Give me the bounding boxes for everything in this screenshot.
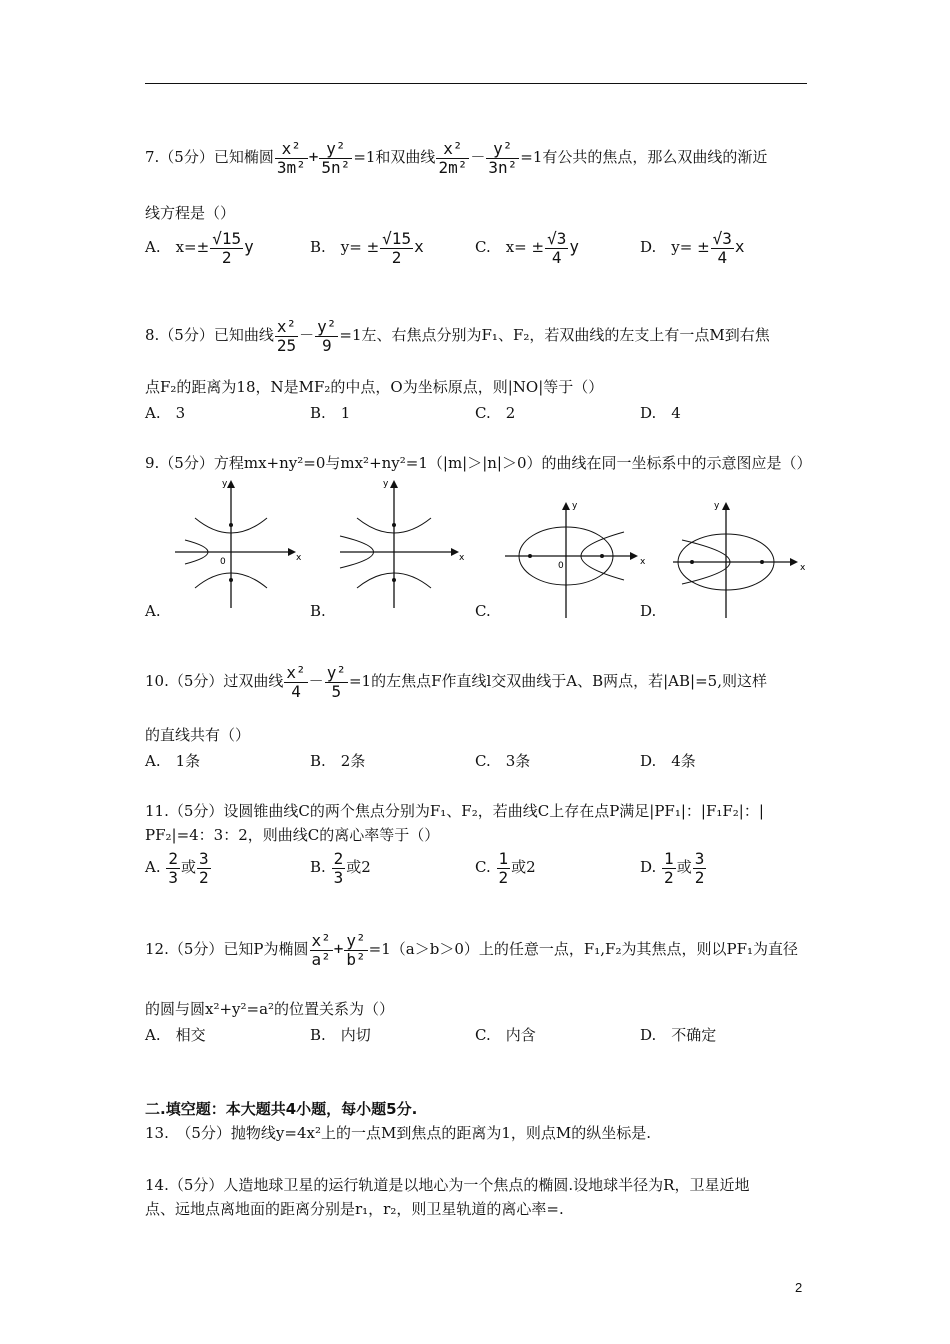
q7-fraction-4: $\frac{\text{y²}}{\text{3n²}}$ [488,139,518,177]
svg-text:x: x [800,563,806,573]
q7-option-a: A. x=± $\frac{√15}{2}$ y [145,229,254,267]
header-rule [145,83,807,84]
q7-fraction-1: $\frac{\text{x²}}{\text{3m²}}$ [276,139,306,177]
q9-figure-a [170,470,310,610]
q12-option-a: A. 相交 [145,1026,206,1044]
q10-fraction-2: $\frac{\text{y²}}{5}$ [326,663,346,701]
question-13-text: 13. （5分）抛物线y=4x²上的一点M到焦点的距离为1，则点M的纵坐标是. [145,1124,651,1142]
question-10-line-1: 10.（5分）过双曲线 $\frac{\text{x²}}{4}$ － $\frac{\text{y²}}{5}$ =1的左焦点F作直线l交双曲线于A、B两点，若|AB|=5,则这样 [145,663,767,701]
question-8-line-1: 8.（5分）已知曲线 $\frac{\text{x²}}{25}$ － $\frac{\text{y²}}{9}$ =1左、右焦点分别为F₁、F₂，若双曲线的左支上有一点M到右焦 [145,317,770,355]
svg-text:0: 0 [220,557,226,567]
q8-option-a: A. 3 [145,404,186,422]
q8-option-c: C. 2 [475,404,516,422]
q7-fraction-2: $\frac{\text{y²}}{\text{5n²}}$ [321,139,351,177]
q8-option-b: B. 1 [310,404,351,422]
q8-fraction-1: $\frac{\text{x²}}{25}$ [276,317,297,355]
q12-option-c: C. 内含 [475,1026,536,1044]
q11-option-a: A. $\frac{2}{3}$ 或 $\frac{3}{2}$ [145,849,209,887]
q8-fraction-2: $\frac{\text{y²}}{9}$ [317,317,337,355]
svg-text:y: y [572,501,578,511]
q7-prefix: 7.（5分）已知椭圆 [145,148,274,167]
svg-text:x: x [640,557,646,567]
section-2-heading: 二.填空题：本大题共4小题，每小题5分. [145,1100,418,1118]
q9-option-c: C. [475,602,491,620]
q9-option-b: B. [310,602,326,620]
q9-figure-d [668,490,818,620]
question-10-line-2: 的直线共有（） [145,726,251,744]
question-9-text: 9.（5分）方程mx+ny²=0与mx²+ny²=1（|m|＞|n|＞0）的曲线在同一坐标系中的示意图应是（） [145,454,812,472]
q10-option-a: A. 1条 [145,752,201,770]
page-number: 2 [795,1280,803,1295]
q7-option-c: C. x= ± $\frac{√3}{4}$ y [475,229,579,267]
question-11-line-2: PF₂|=4：3：2，则曲线C的离心率等于（） [145,826,440,844]
svg-text:x: x [459,553,465,563]
question-12-line-1: 12.（5分）已知P为椭圆 $\frac{\text{x²}}{\text{a²}}$ + $\frac{\text{y²}}{\text{b²}}$ =1（a＞b＞0）上的任意一点，F₁,F₂为其焦点，则以PF₁为直径 [145,931,798,969]
question-7-line-1: 7.（5分）已知椭圆 $\frac{\text{x²}}{\text{3m²}}$ + $\frac{\text{y²}}{\text{5n²}}$ =1和双曲线 $\frac{\text{x²}}{\text{2m²}}$ － $\frac{\text{y²}}{\text{3n²}}$ =1有公共的焦点，那么双曲线的渐近 [145,139,768,177]
question-11-line-1: 11.（5分）设圆锥曲线C的两个焦点分别为F₁、F₂，若曲线C上存在点P满足|PF₁|：|F₁F₂|：| [145,802,764,820]
question-7-line-2: 线方程是（） [145,204,236,222]
question-14-line-2: 点、远地点离地面的距离分别是r₁，r₂，则卫星轨道的离心率=. [145,1200,564,1218]
q11-option-d: D. $\frac{1}{2}$ 或 $\frac{3}{2}$ [640,849,705,887]
q12-option-d: D. 不确定 [640,1026,717,1044]
q12-option-b: B. 内切 [310,1026,371,1044]
svg-text:0: 0 [558,561,564,571]
q7-fraction-3: $\frac{\text{x²}}{\text{2m²}}$ [438,139,468,177]
q9-figure-c [500,490,650,620]
q9-figure-b [335,470,475,610]
q9-option-a: A. [145,602,161,620]
q10-option-b: B. 2条 [310,752,366,770]
q7-option-d: D. y= ± $\frac{√3}{4}$ x [640,229,745,267]
question-14-line-1: 14.（5分）人造地球卫星的运行轨道是以地心为一个焦点的椭圆.设地球半径为R，卫星近地 [145,1176,750,1194]
q10-fraction-1: $\frac{\text{x²}}{4}$ [286,663,306,701]
svg-text:y: y [222,479,228,489]
svg-text:y: y [714,501,720,511]
svg-text:y: y [383,479,389,489]
question-8-line-2: 点F₂的距离为18，N是MF₂的中点，O为坐标原点，则|NO|等于（） [145,378,604,396]
q8-option-d: D. 4 [640,404,681,422]
q12-fraction-2: $\frac{\text{y²}}{\text{b²}}$ [346,931,366,969]
q10-option-c: C. 3条 [475,752,531,770]
q9-option-d: D. [640,602,657,620]
q12-fraction-1: $\frac{\text{x²}}{\text{a²}}$ [311,931,331,969]
q7-option-b: B. y= ± $\frac{√15}{2}$ x [310,229,424,267]
q11-option-b: B. $\frac{2}{3}$ 或2 [310,849,371,887]
svg-text:x: x [296,553,302,563]
q11-option-c: C. $\frac{1}{2}$ 或2 [475,849,536,887]
question-12-line-2: 的圆与圆x²+y²=a²的位置关系为（） [145,1000,395,1018]
q10-option-d: D. 4条 [640,752,696,770]
